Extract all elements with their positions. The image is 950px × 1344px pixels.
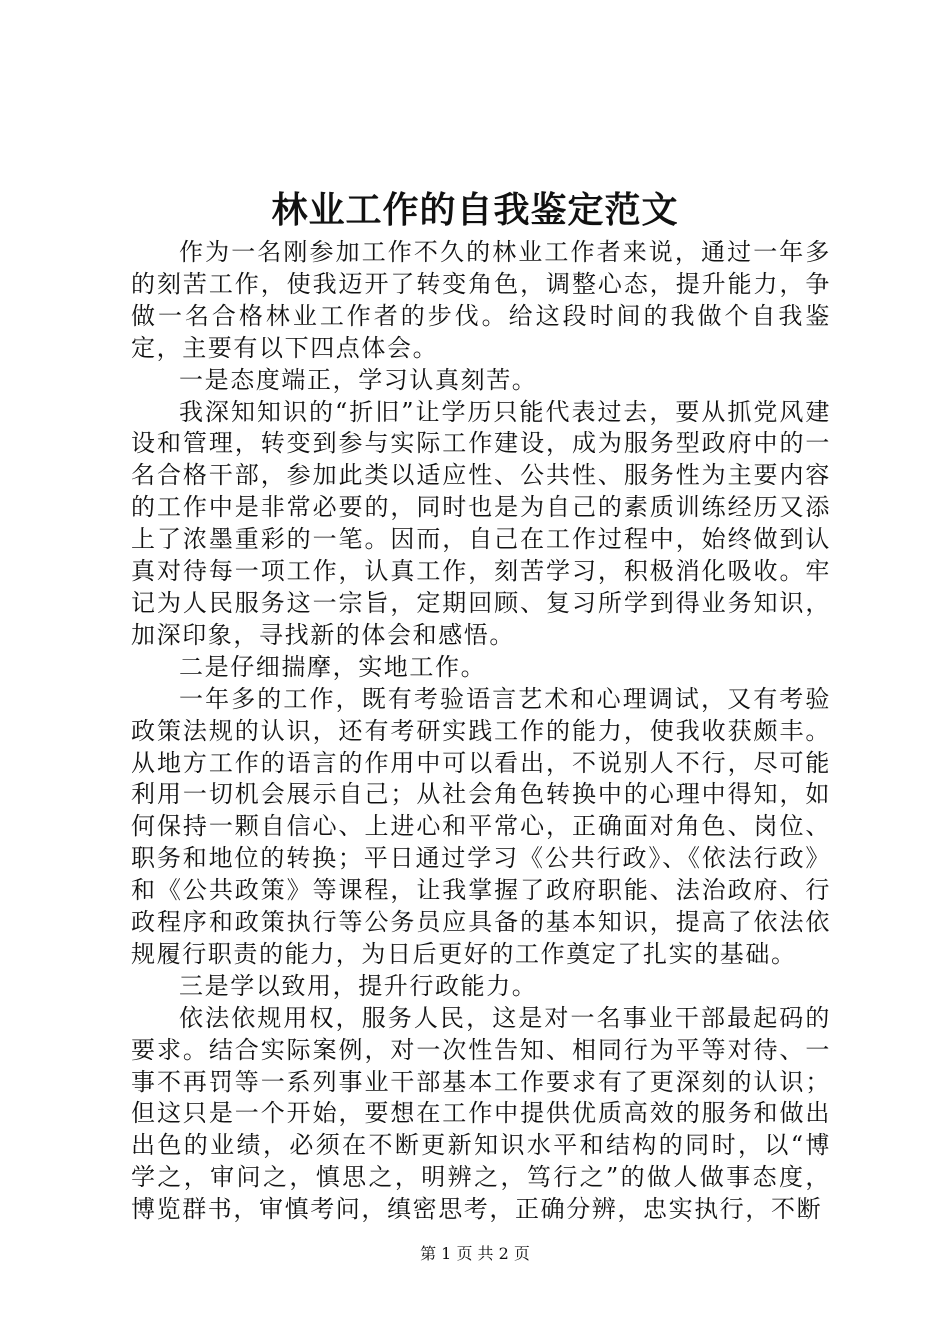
paragraph-point-three: 依法依规用权，服务人民，这是对一名事业干部最起码的要求。结合实际案例，对一次性告知、相同行为平等对待、一事不再罚等一系列事业干部基本工作要求有了更深刻的认识；但这只是一个开始，要想在工作中提供优质高效的服务和做出出色的业绩，必须在不断更新知识水平和结构的同时，以“博学之，审问之，慎思之，明辨之，笃行之”的做人做事态度，博览群书，审慎考问，缜密思考，正确分辨，忠实执行，不断 (131, 1003, 831, 1224)
paragraph-intro: 作为一名刚参加工作不久的林业工作者来说，通过一年多的刻苦工作，使我迈开了转变角色，调整心态，提升能力，争做一名合格林业工作者的步伐。给这段时间的我做个自我鉴定，主要有以下四点体会。 (131, 238, 831, 362)
heading-point-three: 三是学以致用，提升行政能力。 (179, 971, 538, 1000)
paragraph-point-one: 我深知知识的“折旧”让学历只能代表过去，要从抓党风建设和管理，转变到参与实际工作建设，成为服务型政府中的一名合格干部，参加此类以适应性、公共性、服务性为主要内容的工作中是非常必要的，同时也是为自己的素质训练经历又添上了浓墨重彩的一笔。因而，自己在工作过程中，始终做到认真对待每一项工作，认真工作，刻苦学习，积极消化吸收。牢记为人民服务这一宗旨，定期回顾、复习所学到得业务知识，加深印象，寻找新的体会和感悟。 (131, 397, 831, 649)
page-footer: 第 1 页 共 2 页 (420, 1244, 530, 1263)
document-title: 林业工作的自我鉴定范文 (271, 189, 679, 231)
heading-point-one: 一是态度端正，学习认真刻苦。 (179, 365, 538, 394)
paragraph-point-two: 一年多的工作，既有考验语言艺术和心理调试，又有考验政策法规的认识，还有考研实践工作的能力，使我收获颇丰。从地方工作的语言的作用中可以看出，不说别人不行，尽可能利用一切机会展示自己；从社会角色转换中的心理中得知，如何保持一颗自信心、上进心和平常心，正确面对角色、岗位、职务和地位的转换；平日通过学习《公共行政》、《依法行政》和《公共政策》等课程，让我掌握了政府职能、法治政府、行政程序和政策执行等公务员应具备的基本知识，提高了依法依规履行职责的能力，为日后更好的工作奠定了扎实的基础。 (131, 684, 831, 968)
heading-point-two: 二是仔细揣摩，实地工作。 (179, 652, 487, 681)
document-body (131, 237, 831, 1226)
